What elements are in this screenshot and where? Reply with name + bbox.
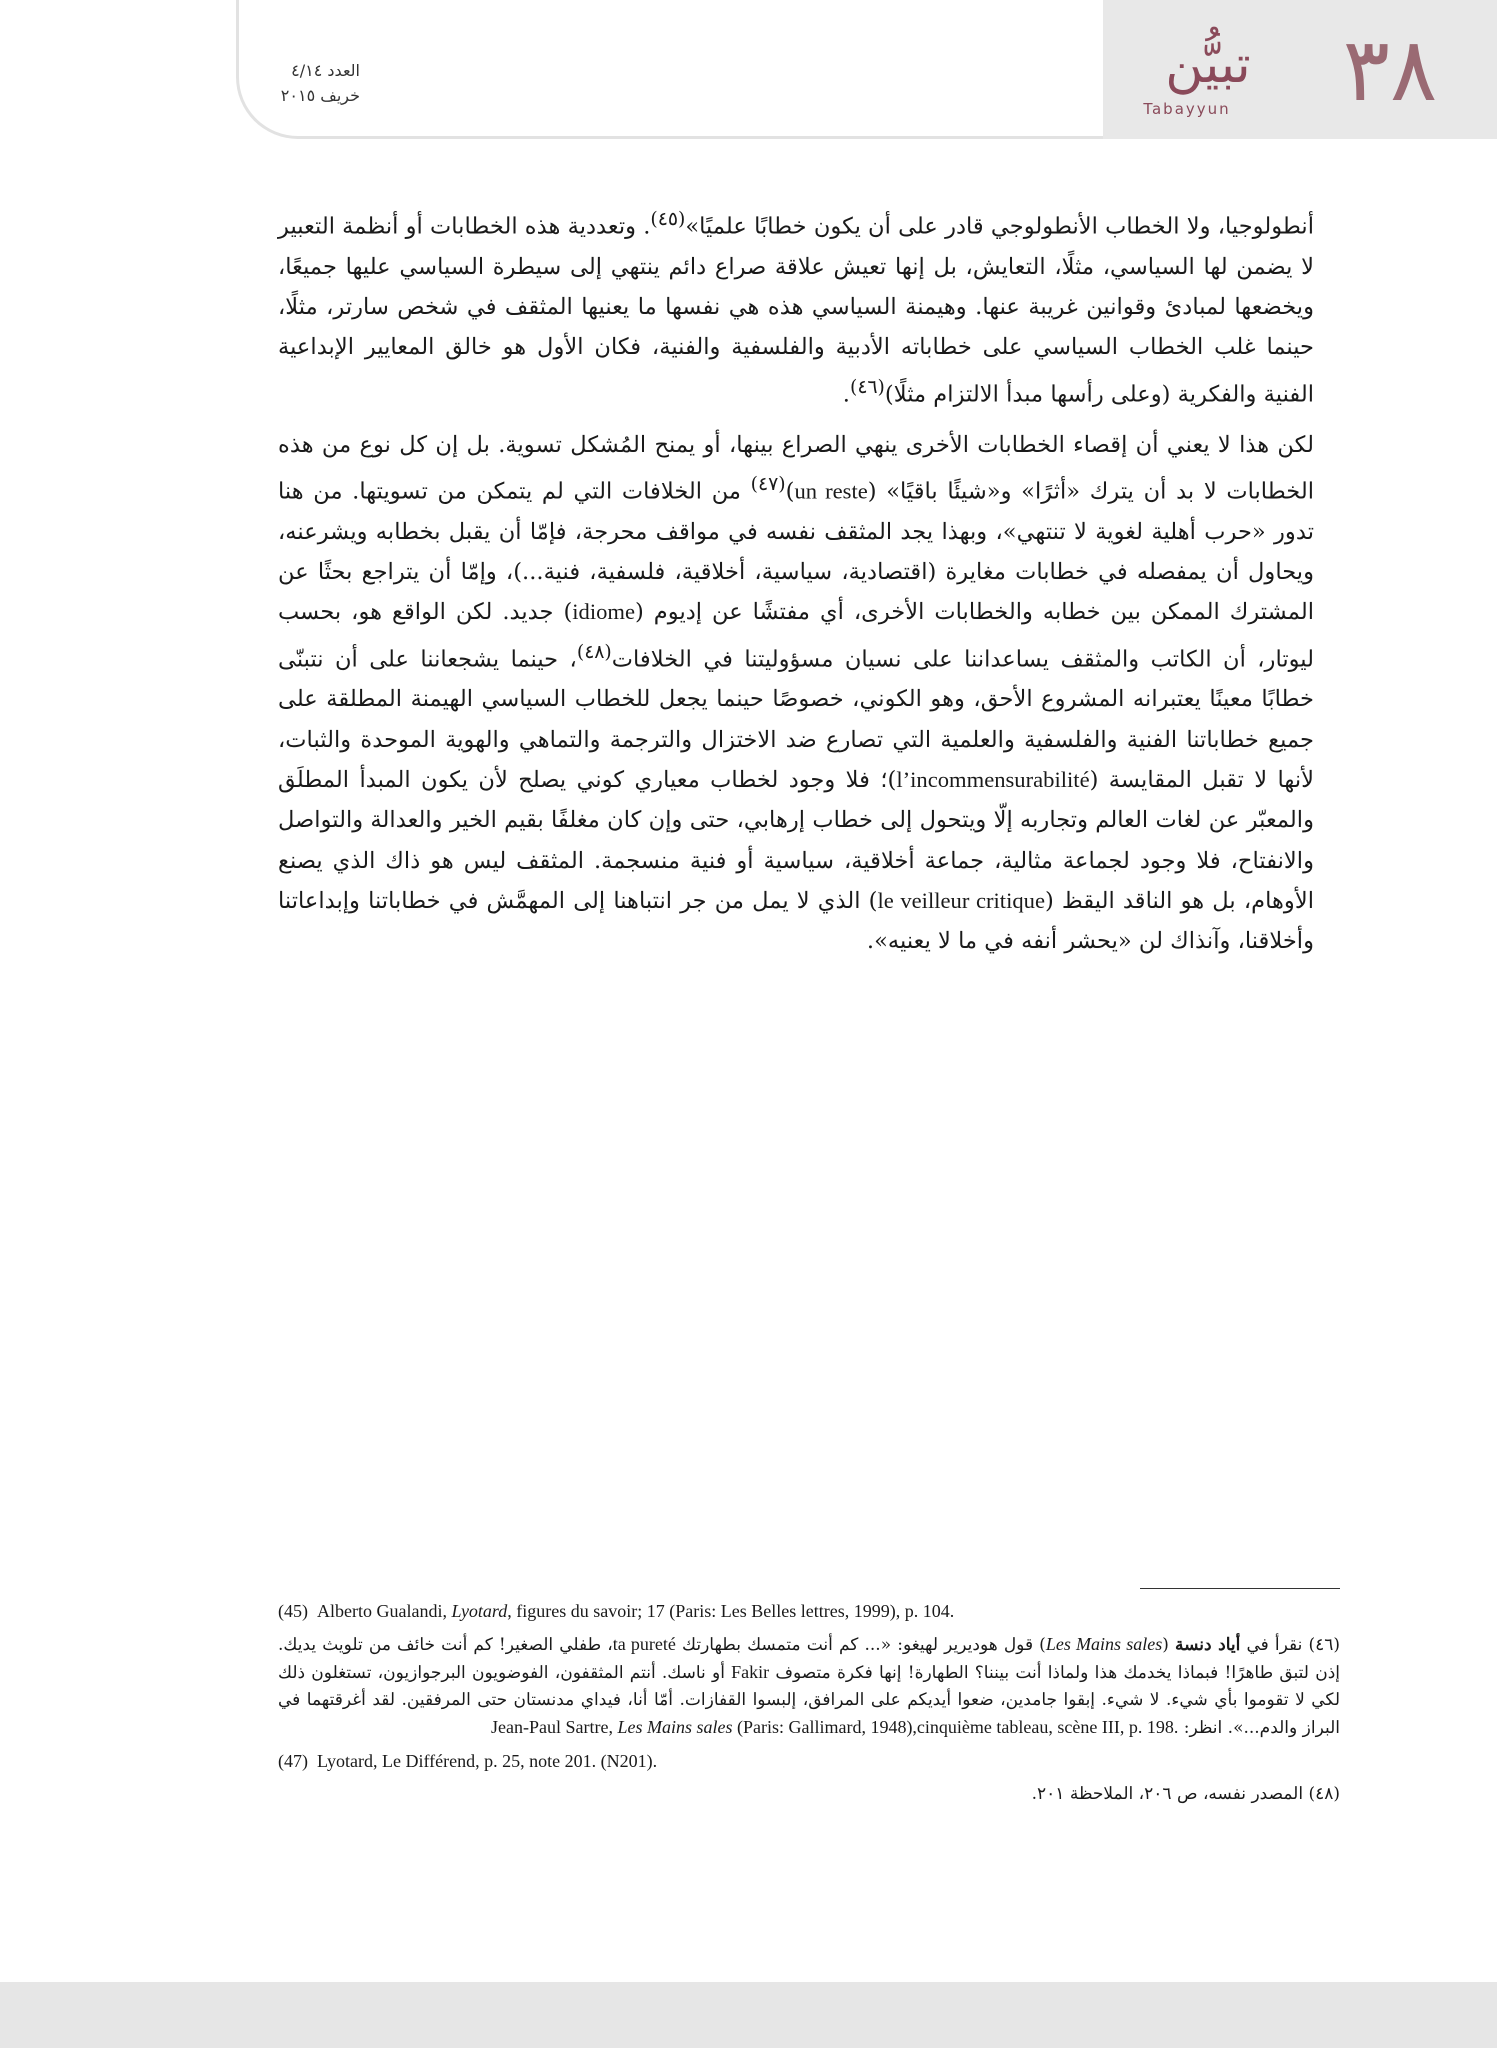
footnote-citation bbox=[491, 1717, 1178, 1737]
logo-arabic-text: تبيُّن bbox=[1165, 35, 1251, 95]
issue-info bbox=[250, 58, 360, 108]
footnote-ref-48[interactable]: (٤٨) bbox=[576, 641, 612, 663]
footnote-text: المصدر نفسه، ص ٢٠٦، الملاحظة ٢٠١. bbox=[1031, 1784, 1309, 1804]
paragraph-text: . وتعددية هذه الخطابات أو أنظمة التعبير لا يضمن لها السياسي، مثلًا، التعايش، بل إنها تعيش علاقة صراع دائم ينتهي إلى سيطرة السياسي عليها جميعًا، ويخضعها لمبادئ وقوانين غريبة عنها. وهيمنة السياسي هذه هي نفسها ما يعنيها المثقف في شخص سارتر، مثلًا، حينما غلب الخطاب السياسي على خطاباته الأدبية والفلسفية والفنية، فكان الأول هو خالق المعايير الإبداعية الفنية والفكرية (وعلى رأسها مبدأ الالتزام مثلًا) bbox=[278, 213, 1314, 408]
citation-author: Jean-Paul Sartre, bbox=[490, 1717, 618, 1737]
paragraph-text: من الخلافات التي لم يتمكن من تسويتها. من هنا تدور «حرب أهلية لغوية لا تنتهي»، وبهذا يجد المثقف نفسه في مواقف محرجة، فإمّا أن يقبل بخطابه ويشرعنه، ويحاول أن يمفصله في خطابات مغايرة (اقتصادية، سياسية، أخلاقية، فلسفية، فنية...)، وإمّا أن يتراجع بحثًا عن المشترك الممكن بين خطابه والخطابات الأخرى، أي مفتشًا عن إديوم ( bbox=[278, 478, 1314, 626]
latin-term: le veilleur critique bbox=[877, 887, 1045, 913]
article-body bbox=[278, 200, 1314, 971]
footnote-text: ( bbox=[1162, 1635, 1175, 1655]
latin-term: Fakir bbox=[731, 1662, 770, 1682]
paragraph-text: أنطولوجيا، ولا الخطاب الأنطولوجي قادر على أن يكون خطابًا علميًا» bbox=[685, 213, 1315, 240]
footnote-text: ، طفلي الصغير! كم أنت خائف من تلويث يديك. إذن لتبق طاهرًا! فبماذا يخدمك هذا ولماذا أنت بيننا؟ الطهارة! إنها فكرة متصوف bbox=[278, 1635, 1340, 1683]
paragraph-text: ، حينما يشجعاننا على أن نتبنّى خطابًا معينًا يعتبرانه المشروع الأحق، وهو الكوني، خصوصًا حينما يجعل للخطاب السياسي الهيمنة المطلقة على جميع خطاباتنا الفنية والفلسفية والعلمية التي تصارع ضد الاختزال والترجمة والتماهي والهوية الموحدة والثبات، لأنها لا تقبل المقايسة ( bbox=[278, 646, 1314, 793]
footnote-title-french: Les Mains sales bbox=[1045, 1634, 1163, 1654]
paragraph-1 bbox=[278, 200, 1314, 415]
issue-season: خريف ٢٠١٥ bbox=[280, 86, 360, 105]
citation-details: (Paris: Gallimard, 1948),cinquième tableau, scène III, p. 198. bbox=[732, 1717, 1179, 1737]
footnote-ref-47[interactable]: (٤٧) bbox=[750, 473, 786, 495]
footnote-text: Lyotard, Le Différend, p. 25, note 201. (N201). bbox=[317, 1751, 658, 1771]
footnotes bbox=[278, 1598, 1340, 1814]
footnote-47 bbox=[278, 1748, 1340, 1775]
footnote-number: (47) bbox=[278, 1751, 308, 1771]
paragraph-text: . bbox=[842, 381, 850, 408]
page-number: ٣٨ bbox=[1342, 18, 1438, 121]
footnote-text: ) قول هوديرير لهيغو: «... كم أنت متمسك بطهارتك bbox=[675, 1635, 1046, 1655]
latin-term: ta pureté bbox=[612, 1634, 676, 1654]
footnote-48 bbox=[278, 1781, 1340, 1808]
footnote-title: Lyotard bbox=[451, 1601, 508, 1621]
logo-latin-text: Tabayyun bbox=[1143, 100, 1231, 118]
footnote-ref-46[interactable]: (٤٦) bbox=[849, 376, 885, 398]
footnote-text: Alberto Gualandi, bbox=[317, 1601, 452, 1621]
footnote-title-arabic: أياد دنسة bbox=[1174, 1635, 1241, 1655]
latin-term: idiome bbox=[572, 599, 636, 625]
paragraph-text: ) bbox=[785, 478, 795, 505]
paragraph-2 bbox=[278, 425, 1314, 962]
footnote-46 bbox=[278, 1631, 1340, 1742]
journal-logo bbox=[1118, 30, 1288, 130]
footnote-number: (٤٦) bbox=[1308, 1635, 1340, 1655]
paragraph-text: ) جديد. لكن الواقع هو، بحسب ليوتار، أن الكاتب والمثقف يساعداننا على نسيان مسؤوليتنا في الخلافات bbox=[278, 599, 1314, 673]
paragraph-text: لكن هذا لا يعني أن إقصاء الخطابات الأخرى ينهي الصراع بينها، أو يمنح المُشكل تسوية. بل إن كل نوع من هذه الخطابات لا بد أن يترك «أثرًا» و«شيئًا باقيًا» ( bbox=[278, 431, 1314, 505]
footnote-text: أو ناسك. أنتم المثقفون، الفوضويون البرجوازيون، تستغلون ذلك لكي لا تقوموا بأي شيء. لا شيء. إبقوا جامدين، ضعوا أيديكم على المرافق، إلبسوا القفازات. أمّا أنا، فيداي مدنستان حتى المرفقين. لقد أغرقتهما في البراز والدم...». انظر: bbox=[278, 1663, 1340, 1738]
bottom-band bbox=[0, 1982, 1497, 2048]
footnote-ref-45[interactable]: (٤٥) bbox=[650, 209, 686, 230]
footnote-45 bbox=[278, 1598, 1340, 1625]
footnote-number: (٤٨) bbox=[1308, 1784, 1340, 1804]
footnote-number: (45) bbox=[278, 1601, 308, 1621]
footnote-text: , figures du savoir; 17 (Paris: Les Belles lettres, 1999), p. 104. bbox=[507, 1601, 955, 1621]
paragraph-text: ) الذي لا يمل من جر انتباهنا إلى المهمَّش في خطاباتنا وإبداعاتنا وأخلاقنا، وآنذاك لن «يحشر أنفه في ما لا يعنيه». bbox=[278, 887, 1314, 955]
footnote-text: نقرأ في bbox=[1240, 1635, 1309, 1655]
latin-term: l’incommensurabilité bbox=[896, 766, 1090, 792]
citation-title: Les Mains sales bbox=[617, 1717, 733, 1737]
footnote-separator bbox=[1140, 1588, 1340, 1589]
latin-term: un reste bbox=[794, 478, 868, 504]
issue-number: العدد ٤/١٤ bbox=[291, 61, 360, 80]
paragraph-text: )؛ فلا وجود لخطاب معياري كوني يصلح لأن يكون المبدأ المطلَق والمعبّر عن لغات العالم وتجاربه إلّا ويتحول إلى خطاب إرهابي، حتى وإن كان مغلفًا بقيم الخير والعدالة والتواصل والانفتاح، فلا وجود لجماعة مثالية، جماعة أخلاقية، سياسية أو فنية منسجمة. المثقف ليس هو ذاك الذي يصنع الأوهام، بل هو الناقد اليقظ ( bbox=[278, 766, 1314, 914]
